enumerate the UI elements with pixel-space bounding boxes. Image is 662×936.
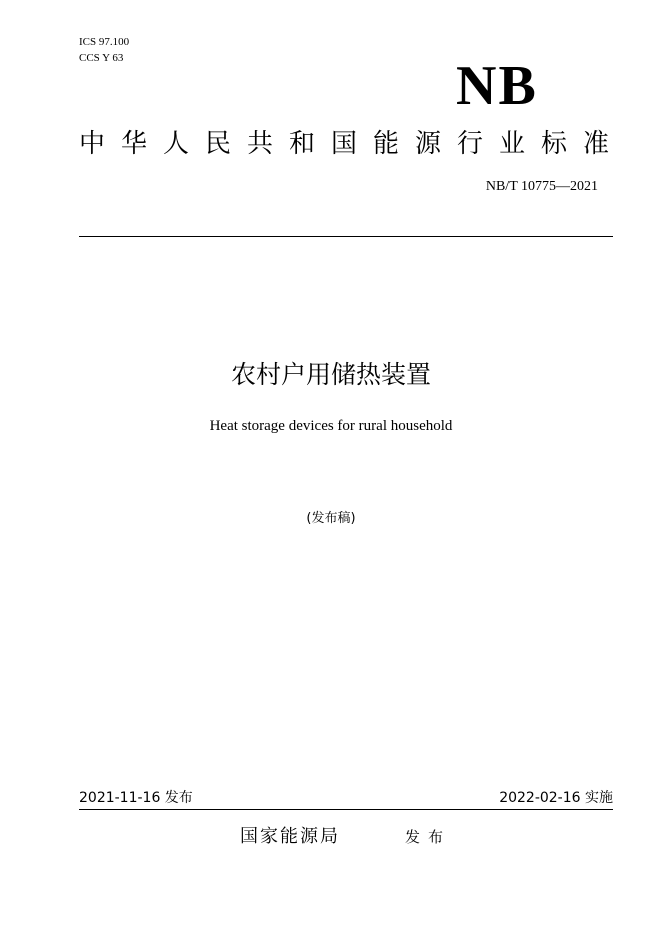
ccs-code: CCS Y 63 [79,52,124,64]
document-title-en: Heat storage devices for rural household [209,418,453,434]
footer-divider [79,809,613,810]
implement-date: 2022-02-16 实施 [499,790,613,806]
header-divider [79,236,613,237]
document-title-cn: 农村户用储热装置 [230,360,431,389]
draft-status: (发布稿) [306,511,356,526]
classification-codes [79,34,129,66]
publish-date: 2021-11-16 发布 [79,790,193,806]
issuing-authority: 国家能源局 [240,826,340,847]
issue-label: 发布 [405,828,452,846]
standard-number: NB/T 10775—2021 [485,179,598,194]
ics-code: ICS 97.100 [79,36,130,48]
nb-logo: NB [456,55,538,117]
organization-title: 中华人民共和国能源行业标准 [79,129,626,159]
